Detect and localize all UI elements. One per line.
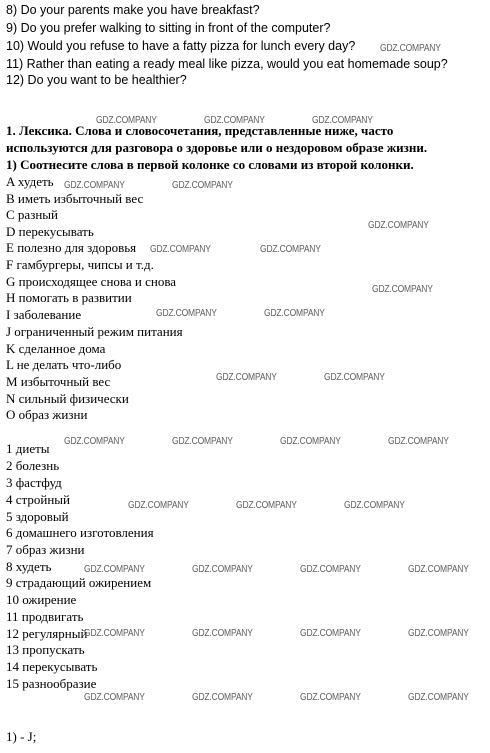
watermark: GDZ.COMPANY — [192, 692, 253, 703]
column-a-item: A худеть — [6, 174, 54, 189]
watermark: GDZ.COMPANY — [372, 284, 433, 295]
column-a-item: C разный — [6, 207, 58, 222]
column-a-item: B иметь избыточный вес — [6, 191, 144, 206]
column-b-item: 13 пропускать — [6, 642, 85, 657]
column-b-item: 1 диеты — [6, 441, 50, 456]
column-a-item: M избыточный вес — [6, 374, 111, 389]
watermark: GDZ.COMPANY — [128, 500, 189, 511]
column-b-item: 3 фастфуд — [6, 475, 62, 490]
watermark: GDZ.COMPANY — [172, 436, 233, 447]
column-a-item: L не делать что-либо — [6, 357, 122, 372]
column-b-item: 6 домашнего изготовления — [6, 525, 154, 540]
column-b-item: 11 продвигать — [6, 609, 84, 624]
watermark: GDZ.COMPANY — [84, 692, 145, 703]
watermark: GDZ.COMPANY — [204, 115, 265, 126]
question-10: 10) Would you refuse to have a fatty pizza for lunch every day? — [6, 39, 356, 53]
watermark: GDZ.COMPANY — [156, 308, 217, 319]
watermark: GDZ.COMPANY — [264, 308, 325, 319]
column-b-item: 2 болезнь — [6, 458, 60, 473]
column-a-item: F гамбургеры, чипсы и т.д. — [6, 257, 154, 272]
watermark: GDZ.COMPANY — [64, 180, 125, 191]
column-a-item: N сильный физически — [6, 391, 129, 406]
watermark: GDZ.COMPANY — [408, 692, 469, 703]
question-12: 12) Do you want to be healthier? — [6, 73, 187, 87]
watermark: GDZ.COMPANY — [344, 500, 405, 511]
section-title-line2: используются для разговора о здоровье или о нездоровом образе жизни. — [6, 140, 428, 155]
watermark: GDZ.COMPANY — [172, 180, 233, 191]
column-a-item: E полезно для здоровья — [6, 240, 137, 255]
watermark: GDZ.COMPANY — [380, 43, 441, 54]
column-a-item: K сделанное дома — [6, 341, 106, 356]
watermark: GDZ.COMPANY — [260, 244, 321, 255]
watermark: GDZ.COMPANY — [236, 500, 297, 511]
column-a-item: O образ жизни — [6, 407, 88, 422]
column-b-item: 5 здоровый — [6, 509, 69, 524]
column-a-item: I заболевание — [6, 307, 82, 322]
watermark: GDZ.COMPANY — [280, 436, 341, 447]
column-b-item: 8 худеть — [6, 559, 52, 574]
watermark: GDZ.COMPANY — [150, 244, 211, 255]
task-instruction: 1) Соотнесите слова в первой колонке со словами из второй колонки. — [6, 157, 414, 172]
watermark: GDZ.COMPANY — [312, 115, 373, 126]
watermark: GDZ.COMPANY — [216, 372, 277, 383]
question-11: 11) Rather than eating a ready meal like pizza, would you eat homemade soup? — [6, 57, 448, 71]
watermark: GDZ.COMPANY — [300, 628, 361, 639]
watermark: GDZ.COMPANY — [84, 564, 145, 575]
watermark: GDZ.COMPANY — [300, 692, 361, 703]
watermark: GDZ.COMPANY — [408, 564, 469, 575]
column-b-item: 14 перекусывать — [6, 659, 98, 674]
column-a-item: J ограниченный режим питания — [6, 324, 183, 339]
watermark: GDZ.COMPANY — [388, 436, 449, 447]
question-9: 9) Do you prefer walking to sitting in front of the computer? — [6, 21, 331, 35]
watermark: GDZ.COMPANY — [84, 628, 145, 639]
watermark: GDZ.COMPANY — [324, 372, 385, 383]
watermark: GDZ.COMPANY — [300, 564, 361, 575]
watermark: GDZ.COMPANY — [192, 628, 253, 639]
column-a-item: D перекусывать — [6, 224, 94, 239]
column-b-item: 4 стройный — [6, 492, 70, 507]
watermark: GDZ.COMPANY — [408, 628, 469, 639]
answer-line: 1) - J; — [6, 729, 37, 744]
section-title-line1: 1. Лексика. Слова и словосочетания, представленные ниже, часто — [6, 123, 394, 138]
column-a-item: G происходящее снова и снова — [6, 274, 177, 289]
column-b-item: 7 образ жизни — [6, 542, 85, 557]
column-a-item: H помогать в развитии — [6, 290, 132, 305]
watermark: GDZ.COMPANY — [96, 115, 157, 126]
column-b-item: 9 страдающий ожирением — [6, 575, 152, 590]
watermark: GDZ.COMPANY — [192, 564, 253, 575]
column-b-item: 15 разнообразие — [6, 676, 97, 691]
question-8: 8) Do your parents make you have breakfast? — [6, 3, 260, 17]
column-b-item: 12 регулярный — [6, 626, 88, 641]
column-b-item: 10 ожирение — [6, 592, 77, 607]
watermark: GDZ.COMPANY — [64, 436, 125, 447]
watermark: GDZ.COMPANY — [368, 220, 429, 231]
